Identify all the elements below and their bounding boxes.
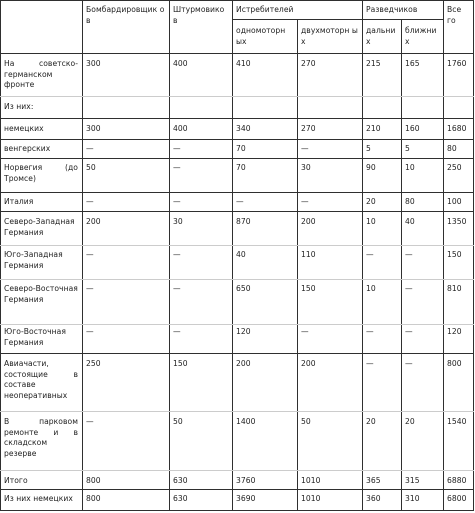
cell-twin: 270 [301, 59, 316, 68]
header-long-range: дальни х [366, 26, 396, 46]
cell-twin: — [301, 197, 309, 206]
cell-twin: 150 [301, 284, 316, 293]
cell-assault: 50 [173, 417, 183, 426]
cell-single: — [236, 197, 244, 206]
cell-assault: — [173, 197, 181, 206]
cell-twin: 30 [301, 163, 311, 172]
cell-bombers: 800 [86, 494, 101, 503]
row-label: венгерских [4, 144, 51, 153]
cell-bombers: — [86, 250, 94, 259]
row-label: Северо-Западная Германия [4, 217, 75, 237]
cell-assault: 30 [173, 217, 183, 226]
cell-short: — [405, 250, 413, 259]
header-short-range: ближни х [405, 26, 437, 46]
cell-bombers: — [86, 144, 94, 153]
cell-single: 1400 [236, 417, 256, 426]
row-label: немецких [4, 124, 44, 133]
cell-single: 650 [236, 284, 251, 293]
cell-bombers: 200 [86, 217, 101, 226]
cell-short: — [405, 327, 413, 336]
cell-assault: — [173, 163, 181, 172]
cell-twin: 200 [301, 359, 316, 368]
header-fighters: Истребителей [236, 5, 294, 14]
cell-long: 210 [366, 124, 381, 133]
cell-twin: 1010 [301, 476, 321, 485]
row-label: Итого [4, 476, 28, 485]
header-total: Всего [447, 5, 462, 25]
cell-single: 870 [236, 217, 251, 226]
row-label: В парковом ремонте и в складском резерве [4, 417, 78, 458]
cell-assault: — [173, 327, 181, 336]
cell-short: — [405, 284, 413, 293]
row-label: Северо-Восточная Германия [4, 284, 78, 304]
cell-long: — [366, 327, 374, 336]
cell-assault: 400 [173, 59, 188, 68]
cell-total: 150 [447, 250, 462, 259]
cell-short: — [405, 359, 413, 368]
cell-total: 1350 [447, 217, 467, 226]
row-label: Юго-Западная Германия [4, 250, 63, 270]
cell-twin: 1010 [301, 494, 321, 503]
cell-total: 6800 [447, 494, 467, 503]
cell-single: 200 [236, 359, 251, 368]
row-label: Италия [4, 197, 34, 206]
cell-total: 1680 [447, 124, 467, 133]
cell-twin: 270 [301, 124, 316, 133]
cell-short: 315 [405, 476, 420, 485]
cell-total: 80 [447, 144, 457, 153]
cell-long: 20 [366, 197, 376, 206]
cell-total: 800 [447, 359, 462, 368]
header-bombers: Бомбардировщик ов [86, 5, 165, 25]
cell-single: 40 [236, 250, 246, 259]
cell-long: 360 [366, 494, 381, 503]
cell-total: 120 [447, 327, 462, 336]
cell-bombers: 300 [86, 59, 101, 68]
header-assault: Штурмовико в [173, 5, 225, 25]
cell-single: 3760 [236, 476, 256, 485]
row-label: Норвегия (до Тромсе) [4, 163, 78, 183]
cell-short: 165 [405, 59, 420, 68]
cell-long: — [366, 359, 374, 368]
cell-twin: 50 [301, 417, 311, 426]
cell-single: 70 [236, 144, 246, 153]
header-scouts: Разведчиков [366, 5, 418, 14]
cell-long: 215 [366, 59, 381, 68]
cell-long: — [366, 250, 374, 259]
cell-total: 810 [447, 284, 462, 293]
cell-bombers: 800 [86, 476, 101, 485]
cell-short: 40 [405, 217, 415, 226]
cell-long: 20 [366, 417, 376, 426]
cell-total: 100 [447, 197, 462, 206]
row-label: На советско-германском фронте [4, 59, 78, 90]
cell-long: 10 [366, 284, 376, 293]
cell-assault: 630 [173, 476, 188, 485]
cell-twin: — [301, 327, 309, 336]
cell-assault: — [173, 144, 181, 153]
cell-long: 5 [366, 144, 371, 153]
cell-assault: 630 [173, 494, 188, 503]
cell-assault: 150 [173, 359, 188, 368]
cell-assault: — [173, 284, 181, 293]
cell-bombers: — [86, 417, 94, 426]
cell-short: 80 [405, 197, 415, 206]
cell-total: 1540 [447, 417, 467, 426]
cell-short: 20 [405, 417, 415, 426]
cell-short: 160 [405, 124, 420, 133]
cell-short: 310 [405, 494, 420, 503]
cell-long: 90 [366, 163, 376, 172]
cell-short: 10 [405, 163, 415, 172]
cell-twin: 110 [301, 250, 316, 259]
cell-single: 70 [236, 163, 246, 172]
row-label: Из них: [4, 102, 34, 111]
cell-bombers: 250 [86, 359, 101, 368]
cell-total: 1760 [447, 59, 467, 68]
cell-bombers: 50 [86, 163, 96, 172]
cell-single: 120 [236, 327, 251, 336]
cell-single: 3690 [236, 494, 256, 503]
cell-twin: — [301, 144, 309, 153]
cell-assault: — [173, 250, 181, 259]
row-label: Авиачасти, состоящие в составе неоперативных [4, 359, 78, 400]
cell-bombers: 300 [86, 124, 101, 133]
cell-single: 410 [236, 59, 251, 68]
cell-long: 10 [366, 217, 376, 226]
cell-long: 365 [366, 476, 381, 485]
row-label: Юго-Восточная Германия [4, 327, 66, 347]
cell-assault: 400 [173, 124, 188, 133]
cell-short: 5 [405, 144, 410, 153]
row-label: Из них немецких [4, 494, 73, 503]
cell-single: 340 [236, 124, 251, 133]
cell-twin: 200 [301, 217, 316, 226]
cell-total: 6880 [447, 476, 467, 485]
header-twin-engine: двухмоторн ых [301, 26, 358, 46]
cell-bombers: — [86, 327, 94, 336]
cell-bombers: — [86, 284, 94, 293]
cell-total: 250 [447, 163, 462, 172]
header-single-engine: одномоторн ых [236, 26, 286, 46]
cell-bombers: — [86, 197, 94, 206]
